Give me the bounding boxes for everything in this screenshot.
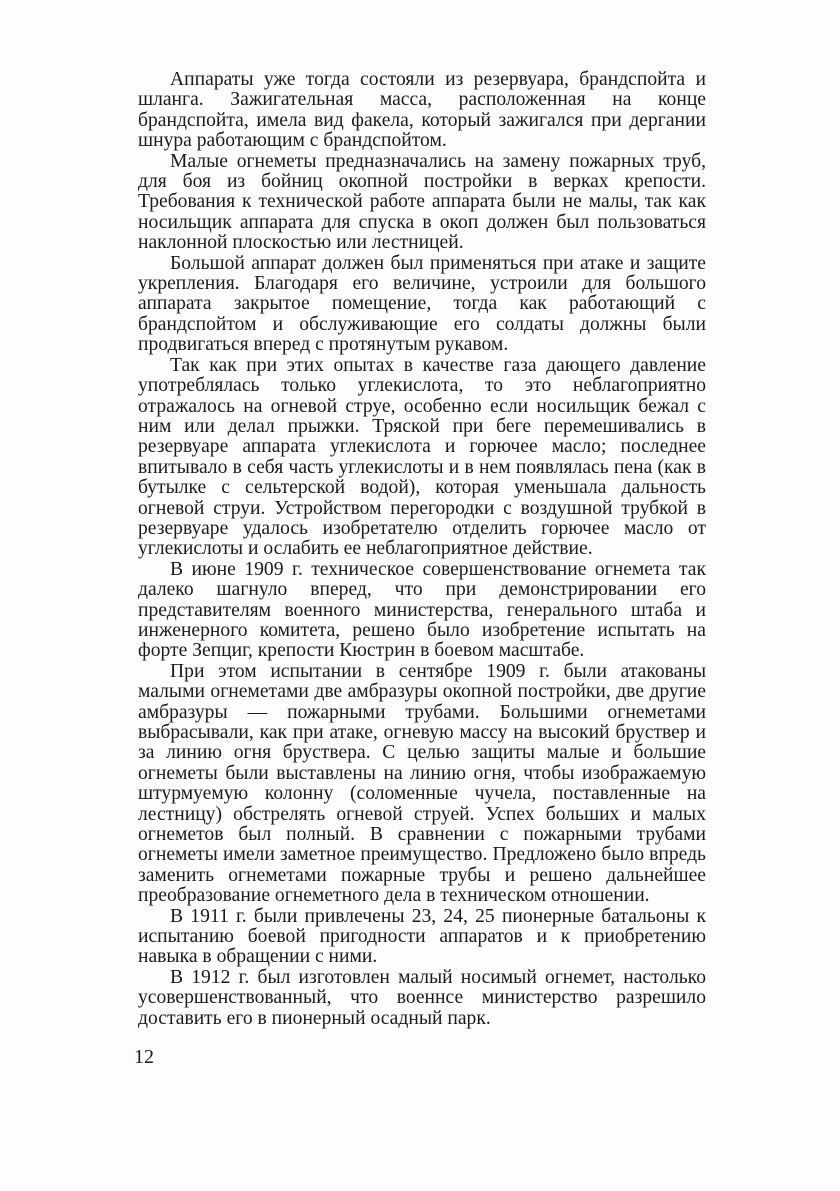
paragraph-2: Малые огнеметы предназначались на замену пожарных труб, для боя из бойниц окопной постройки в верках крепости. Требования к технической работе аппарата были не малы, так как носильщик аппарата для спуска в окоп должен был пользоваться наклонной плоскостью или лестницей. (138, 150, 706, 254)
paragraph-8: В 1912 г. был изготовлен малый носимый огнемет, настолько усовершенствованный, что военнсе министерство разрешило доставить его в пионерный осадный парк. (138, 966, 706, 1029)
paragraph-4: Так как при этих опытах в качестве газа дающего давление употреблялась только углекислота, то это неблагоприятно отражалось на огневой струе, особенно если носильщик бежал с ним или делал прыжки. Тряской при беге перемешивались в резервуаре аппарата углекислота и горючее масло; последнее впитывало в себя часть углекислоты и в нем появлялась пена (как в бутылке с сельтерской водой), которая уменьшала дальность огневой струи. Устройством перегородки с воздушной трубкой в резервуаре удалось изобретателю отделить горючее масло от углекислоты и ослабить ее неблагоприятное действие. (138, 354, 706, 560)
paragraph-5: В июне 1909 г. техническое совершенствование огнемета так далеко шагнуло вперед, что при демонстрировании его представителям военного министерства, генерального штаба и инженерного комитета, решено было изобретение испытать на форте Зепциг, крепости Кюстрин в боевом масштабе. (138, 558, 706, 662)
paragraph-6: При этом испытании в сентябре 1909 г. были атакованы малыми огнеметами две амбразуры окопной постройки, две другие амбразуры — пожарными трубами. Большими огнеметами выбрасывали, как при атаке, огневую массу на высокий бруствер и за линию огня бруствера. С целью защиты малые и большие огнеметы были выставлены на линию огня, чтобы изображаемую штурмуемую колонну (соломенные чучела, поставленные на лестницу) обстрелять огневой струей. Успех больших и малых огнеметов был полный. В сравнении с пожарными трубами огнеметы имели заметное преимущество. Предложено было впредь заменить огнеметами пожарные трубы и решено дальнейшее преобразование огнеметного дела в техническом отношении. (138, 660, 706, 907)
body-text (138, 70, 706, 1029)
paragraph-7: В 1911 г. были привлечены 23, 24, 25 пионерные батальоны к испытанию боевой пригодности аппаратов и к приобретению навыка в обращении с ними. (138, 905, 706, 968)
paragraph-3: Большой аппарат должен был применяться при атаке и защите укрепления. Благодаря его величине, устроили для большого аппарата закрытое помещение, тогда как работающий с брандспойтом и обслуживающие его солдаты должны были продвигаться вперед с протянутым рукавом. (138, 252, 706, 356)
paragraph-1: Аппараты уже тогда состояли из резервуара, брандспойта и шланга. Зажигательная масса, расположенная на конце брандспойта, имела вид факела, который зажигался при дергании шнура работающим с брандспойтом. (138, 69, 706, 152)
page-number: 12 (134, 1046, 154, 1068)
